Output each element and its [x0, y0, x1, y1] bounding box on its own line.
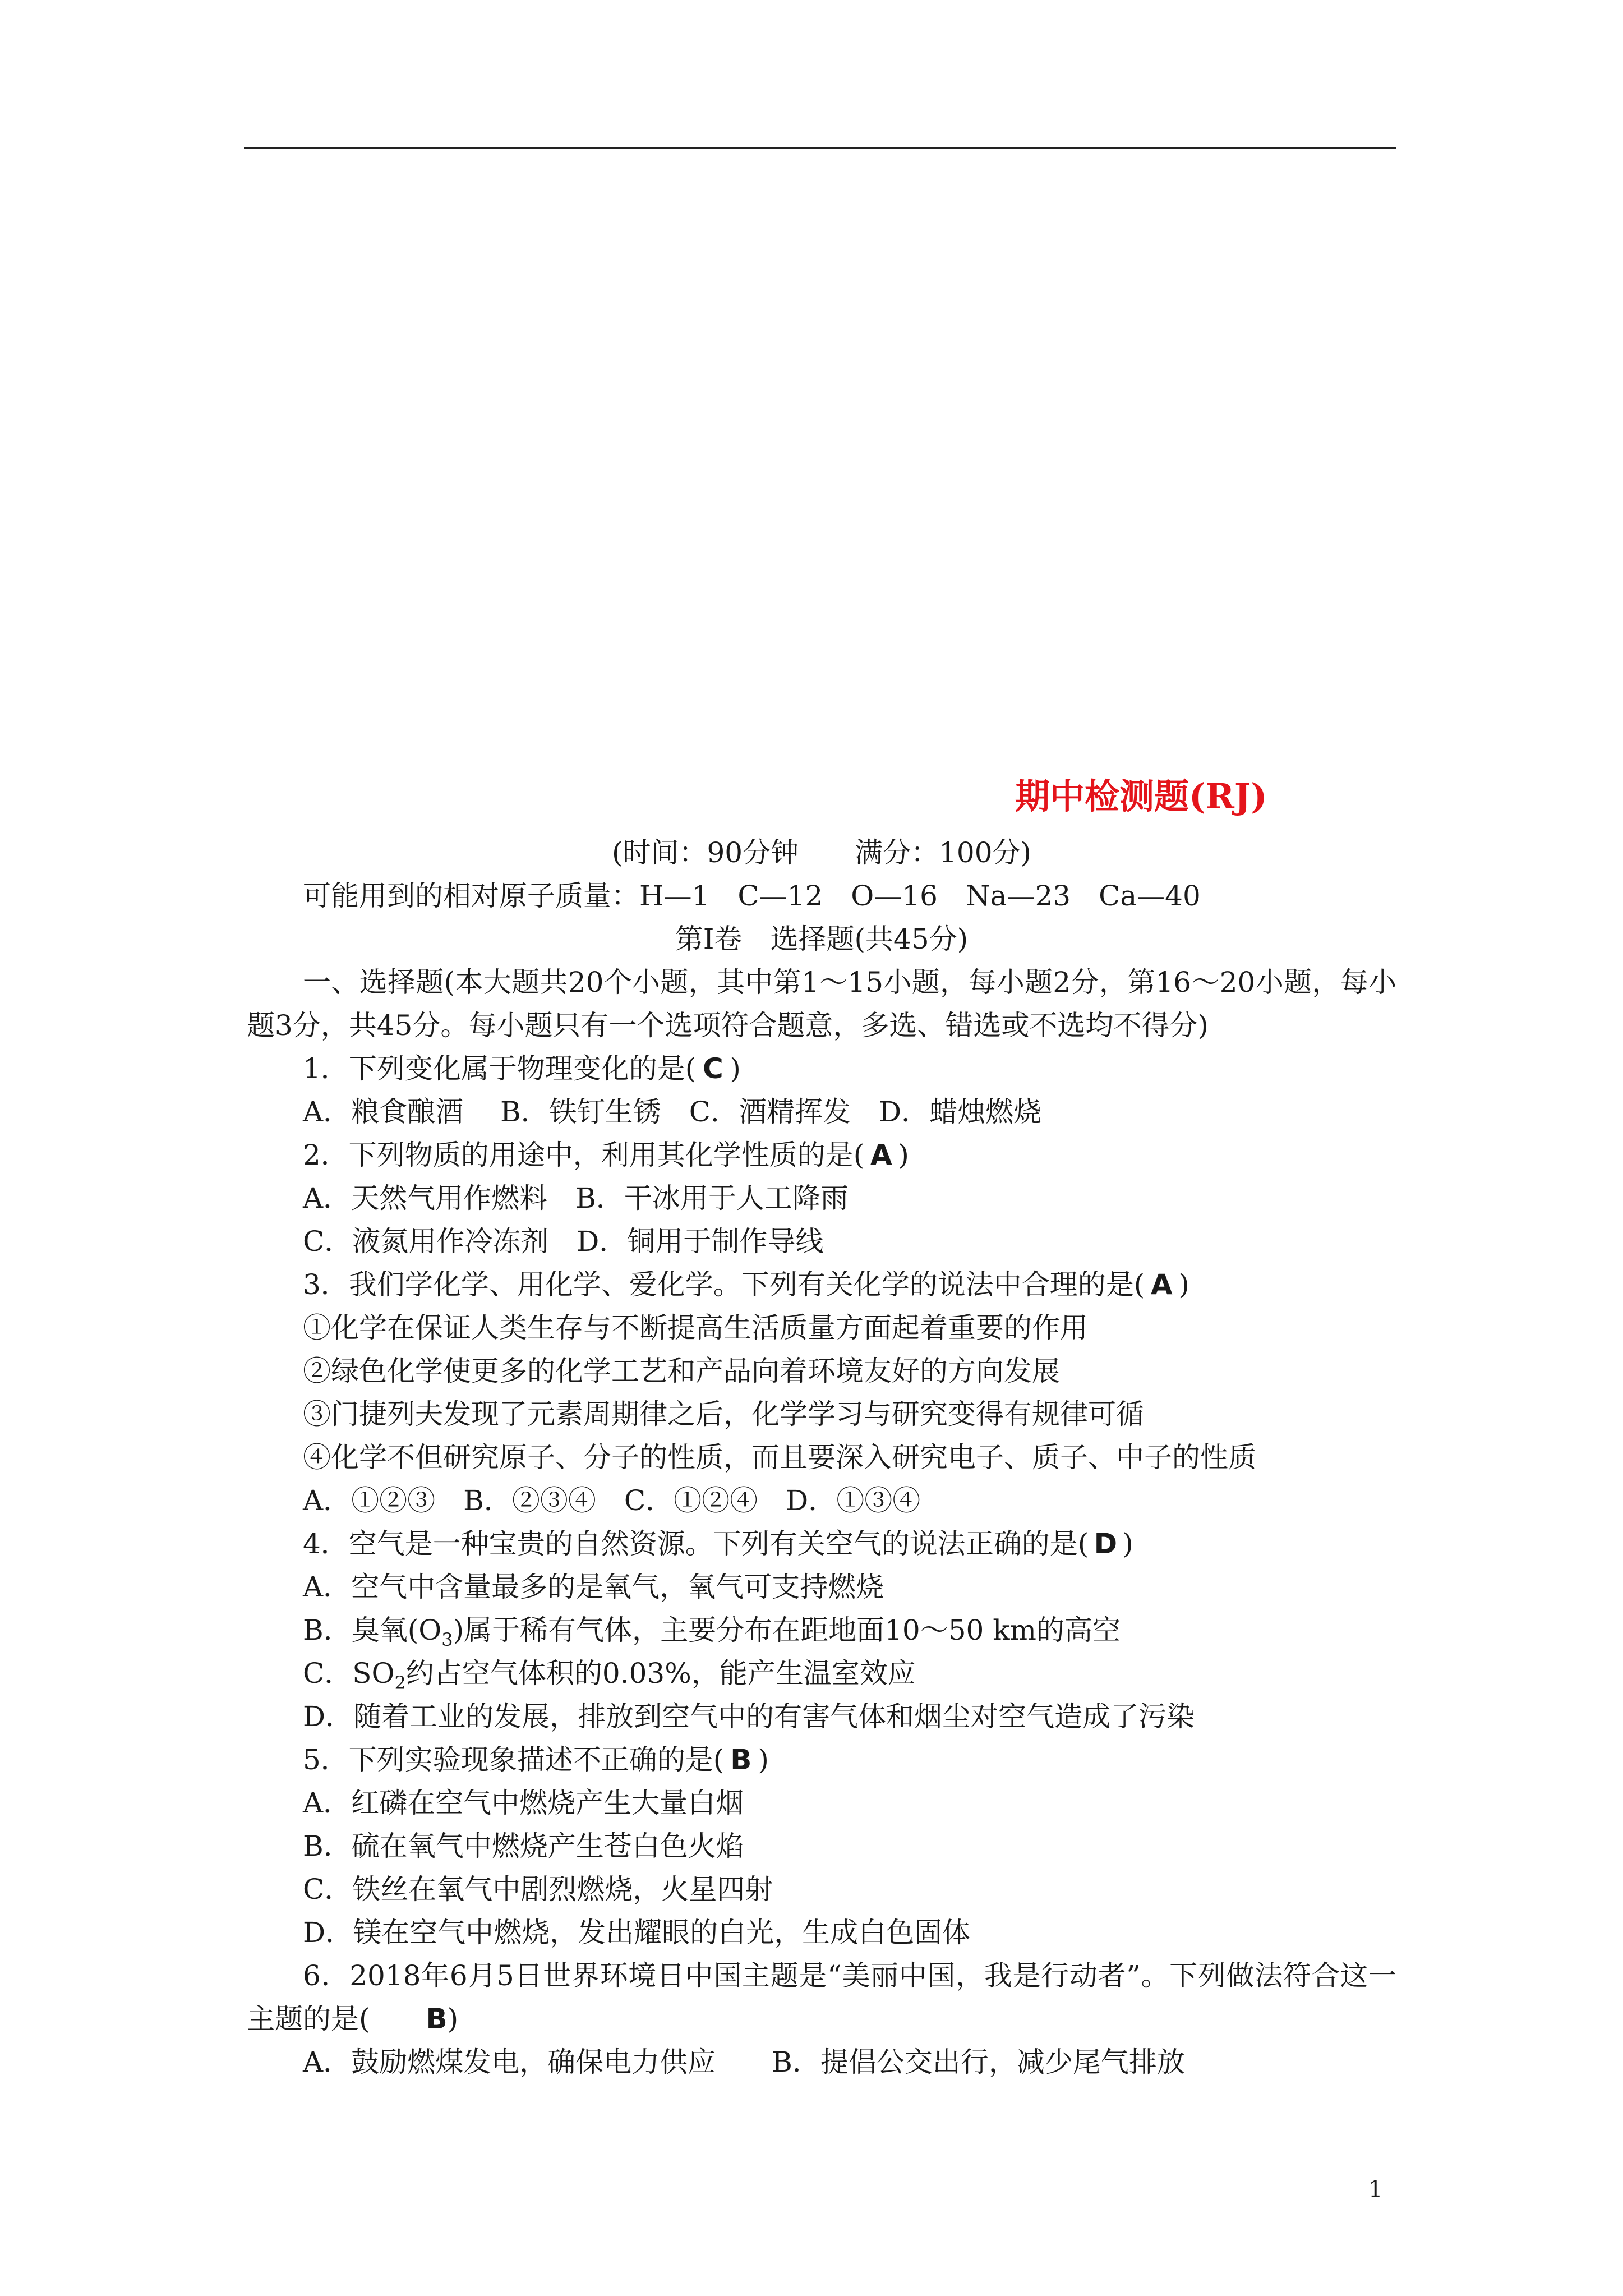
answer-mark: A	[870, 1139, 892, 1171]
question-stem: 1．下列变化属于物理变化的是(	[303, 1052, 697, 1085]
document-body	[247, 769, 1396, 2084]
page-number: 1	[1368, 2177, 1383, 2202]
question-option: A．①②③ B．②③④ C．①②④ D．①③④	[303, 1484, 921, 1517]
section-heading: 第Ⅰ卷 选择题(共45分)	[675, 923, 969, 955]
question-option: B．提倡公交出行，减少尾气排放	[772, 2046, 1185, 2078]
question-option: A．空气中含量最多的是氧气，氧气可支持燃烧	[303, 1571, 884, 1603]
question-option: C．铁丝在氧气中剧烈燃烧，火星四射	[303, 1873, 773, 1906]
question-option: B．硫在氧气中燃烧产生苍白色火焰	[303, 1830, 744, 1862]
question-1: 1．下列变化属于物理变化的是( C )	[247, 1047, 1396, 1091]
question-2: 2．下列物质的用途中，利用其化学性质的是( A )	[247, 1134, 1396, 1177]
answer-mark: B	[730, 1743, 752, 1776]
statement: ①化学在保证人类生存与不断提高生活质量方面起着重要的作用	[303, 1312, 1088, 1344]
question-option: C．液氮用作冷冻剂 D．铜用于制作导线	[303, 1225, 824, 1258]
question-option: B．臭氧$(O_3)$属于稀有气体，主要分布在距地面10～50 km的高空	[303, 1614, 1121, 1650]
question-stem: 3．我们学化学、用化学、爱化学。下列有关化学的说法中合理的是(	[303, 1268, 1145, 1301]
question-6: 6．2018年6月5日世界环境日中国主题是“美丽中国，我是行动者”。下列做法符合这一主题的是( B)	[247, 1954, 1396, 2041]
section-instructions: 一、选择题(本大题共20个小题，其中第1～15小题，每小题2分，第16～20小题，每小题3分，共45分。每小题只有一个选项符合题意，多选、错选或不选均不得分)	[247, 966, 1396, 1042]
answer-mark: B	[426, 2003, 448, 2035]
question-3: 3．我们学化学、用化学、爱化学。下列有关化学的说法中合理的是( A )	[247, 1263, 1396, 1306]
atomic-masses: 可能用到的相对原子质量：H—1 C—12 O—16 Na—23 Ca—40	[303, 880, 1201, 912]
question-stem: 2．下列物质的用途中，利用其化学性质的是(	[303, 1139, 865, 1171]
answer-mark: D	[1094, 1527, 1118, 1560]
question-4: 4．空气是一种宝贵的自然资源。下列有关空气的说法正确的是( D )	[247, 1522, 1396, 1566]
question-option: A．天然气用作燃料 B．干冰用于人工降雨	[303, 1182, 849, 1214]
answer-mark: A	[1150, 1268, 1173, 1301]
question-option: A．粮食酿酒 B．铁钉生锈 C．酒精挥发 D．蜡烛燃烧	[303, 1096, 1042, 1128]
statement: ③门捷列夫发现了元素周期律之后，化学学习与研究变得有规律可循	[303, 1398, 1144, 1430]
statement: ②绿色化学使更多的化学工艺和产品向着环境友好的方向发展	[303, 1355, 1060, 1387]
question-stem: 5．下列实验现象描述不正确的是(	[303, 1743, 725, 1776]
answer-mark: C	[702, 1052, 723, 1085]
question-stem: 4．空气是一种宝贵的自然资源。下列有关空气的说法正确的是(	[303, 1527, 1089, 1560]
question-option: C．$SO_2$约占空气体积的0.03%，能产生温室效应	[303, 1657, 916, 1694]
question-options-row	[247, 2041, 1396, 2084]
question-stem: 6．2018年6月5日世界环境日中国主题是“美丽中国，我是行动者”。下列做法符合这一主题的是(	[247, 1959, 1396, 2035]
question-option: A．鼓励燃煤发电，确保电力供应	[303, 2046, 716, 2078]
question-option: D．随着工业的发展，排放到空气中的有害气体和烟尘对空气造成了污染	[303, 1700, 1195, 1733]
question-option: A．红磷在空气中燃烧产生大量白烟	[303, 1787, 744, 1819]
exam-time-info: (时间：90分钟 满分：100分)	[611, 836, 1032, 869]
question-option: D．镁在空气中燃烧，发出耀眼的白光，生成白色固体	[303, 1916, 971, 1949]
exam-title: 期中检测题(RJ)	[1015, 776, 1267, 817]
header-rule	[244, 147, 1396, 149]
question-5: 5．下列实验现象描述不正确的是( B )	[247, 1738, 1396, 1782]
statement: ④化学不但研究原子、分子的性质，而且要深入研究电子、质子、中子的性质	[303, 1441, 1256, 1474]
